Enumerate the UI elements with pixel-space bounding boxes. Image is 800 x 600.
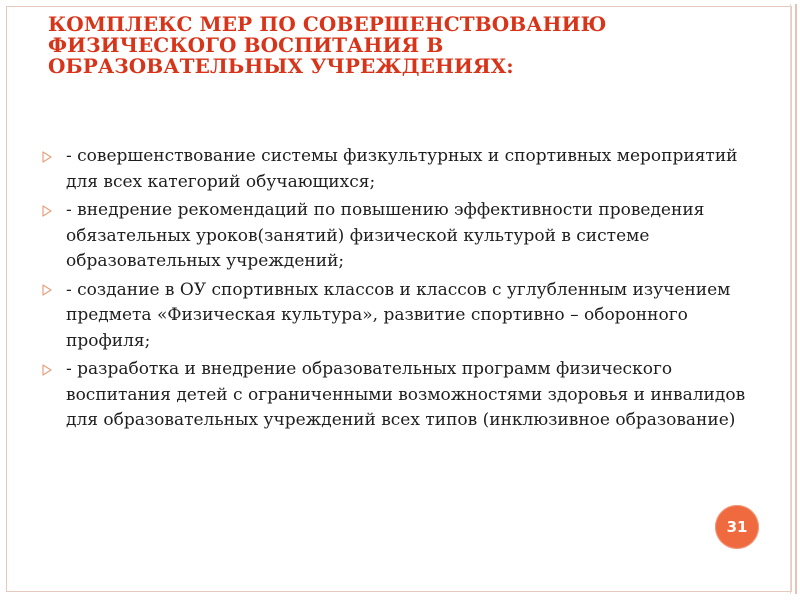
list-item — [40, 144, 770, 195]
frame-right-inner-line — [790, 4, 791, 594]
list-item-text: - совершенствование системы физкультурных и спортивных мероприятий для всех категорий обучающихся; — [66, 146, 738, 192]
slide-title: КОМПЛЕКС МЕР ПО СОВЕРШЕНСТВОВАНИЮ ФИЗИЧЕСКОГО ВОСПИТАНИЯ В ОБРАЗОВАТЕЛЬНЫХ УЧРЕЖДЕНИЯХ: — [48, 12, 607, 78]
arrow-bullet-icon — [40, 357, 54, 382]
list-item-text: - создание в ОУ спортивных классов и классов с углубленным изучением предмета «Физическая культура», развитие спортивно – оборонного профиля; — [66, 279, 731, 351]
list-item — [40, 357, 770, 434]
bullet-list — [40, 144, 770, 437]
list-item-text: - разработка и внедрение образовательных программ физического воспитания детей с ограниченными возможностями здоровья и инвалидов для образовательных учреждений всех типов (инклюзивное образование) — [66, 359, 746, 430]
frame-right-line — [795, 4, 797, 594]
list-item — [40, 198, 770, 275]
page-number-badge — [715, 505, 759, 549]
list-item — [40, 278, 770, 355]
arrow-bullet-icon — [40, 144, 54, 169]
arrow-bullet-icon — [40, 198, 54, 223]
list-item-text: - внедрение рекомендаций по повышению эффективности проведения обязательных уроков(занятий) физической культурой в системе образовательных учреждений; — [66, 200, 705, 271]
page-number: 31 — [726, 518, 748, 536]
arrow-bullet-icon — [40, 278, 54, 303]
